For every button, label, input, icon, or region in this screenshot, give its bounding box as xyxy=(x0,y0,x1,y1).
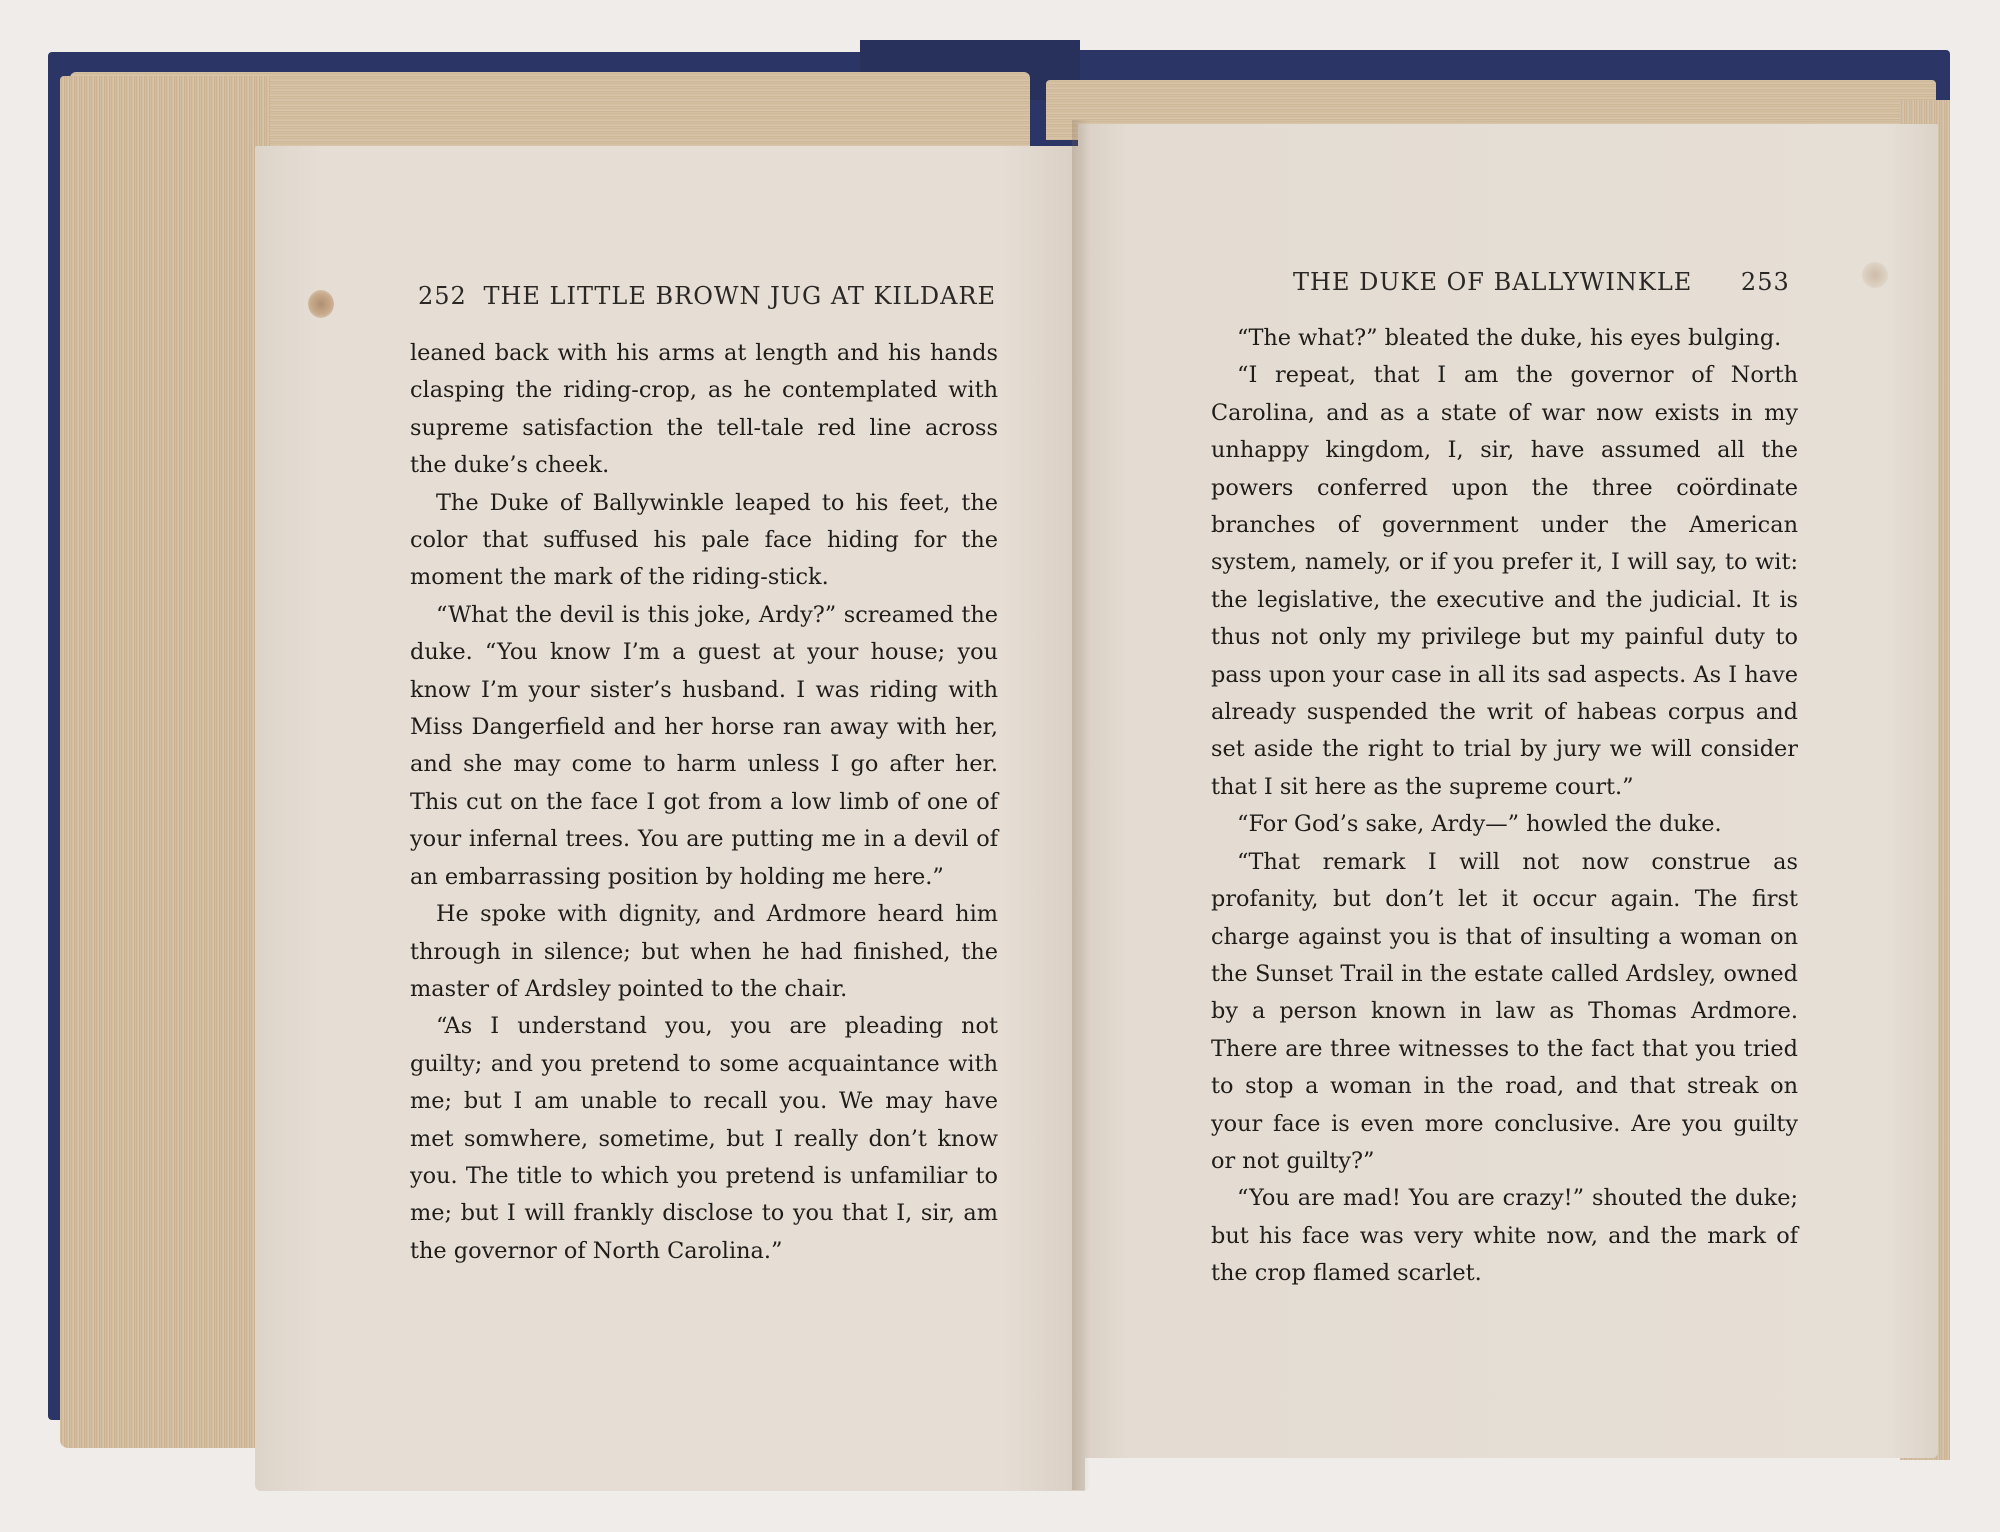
paragraph: “That remark I will not now construe as profanity, but don’t let it occur again. The first charge against you is that of insulting a woman on the Sunset Trail in the estate called Ardsley, owned by a person known in law as Thomas Ardmore. There are three witnesses to the fact that you tried to stop a woman in the road, and that streak on your face is even more conclusive. Are you guilty or not guilty?” xyxy=(1211,848,1798,1174)
left-page-header xyxy=(410,282,996,310)
page-edges-left-side xyxy=(60,76,270,1448)
book-gutter xyxy=(1072,120,1090,1490)
paragraph: “For God’s sake, Ardy—” howled the duke. xyxy=(1237,811,1722,838)
right-page-header xyxy=(1293,268,1798,296)
left-running-head: THE LITTLE BROWN JUG AT KILDARE xyxy=(483,282,996,310)
paper-stain-faint xyxy=(1862,262,1888,288)
left-page-number: 252 xyxy=(418,282,467,310)
paragraph: leaned back with his arms at length and his hands clasping the riding-crop, as he contemplated with supreme satisfaction the tell-tale red line across the duke’s cheek. xyxy=(410,340,998,479)
paragraph: “I repeat, that I am the governor of North Carolina, and as a state of war now exists in my unhappy kingdom, I, sir, have assumed all the powers conferred upon the three coördinate branches of government under the American system, namely, or if you prefer it, I will say, to wit: the legislative, the executive and the judicial. It is thus not only my privilege but my painful duty to pass upon your case in all its sad aspects. As I have already suspended the writ of habeas corpus and set aside the right to trial by jury we will consider that I sit here as the supreme court.” xyxy=(1211,362,1798,800)
paragraph: “The what?” bleated the duke, his eyes bulging. xyxy=(1237,325,1782,351)
paragraph: “You are mad! You are crazy!” shouted the duke; but his face was very white now, and the mark of the crop flamed scarlet. xyxy=(1211,1185,1798,1287)
right-page-text xyxy=(1211,320,1798,1293)
right-running-head: THE DUKE OF BALLYWINKLE xyxy=(1293,268,1693,296)
paper-stain xyxy=(308,290,334,318)
paragraph: The Duke of Ballywinkle leaped to his feet, the color that suffused his pale face hiding for the moment the mark of the riding-stick. xyxy=(410,489,998,591)
paragraph: “As I understand you, you are pleading not guilty; and you pretend to some acquaintance with me; but I am unable to recall you. We may have met somwhere, sometime, but I really don’t know you. The title to which you pretend is unfamiliar to me; but I will frankly disclose to you that I, sir, am the governor of North Carolina.” xyxy=(410,1013,998,1264)
paragraph: “What the devil is this joke, Ardy?” screamed the duke. “You know I’m a guest at your house; you know I’m your sister’s husband. I was riding with Miss Dangerfield and her horse ran away with her, and she may come to harm unless I go after her. This cut on the face I got from a low limb of one of your infernal trees. You are putting me in a devil of an embarrassing position by holding me here.” xyxy=(410,601,998,890)
right-page-number: 253 xyxy=(1740,268,1790,296)
left-page-text xyxy=(410,335,998,1270)
paragraph: He spoke with dignity, and Ardmore heard him through in silence; but when he had finished, the master of Ardsley pointed to the chair. xyxy=(410,901,998,1002)
